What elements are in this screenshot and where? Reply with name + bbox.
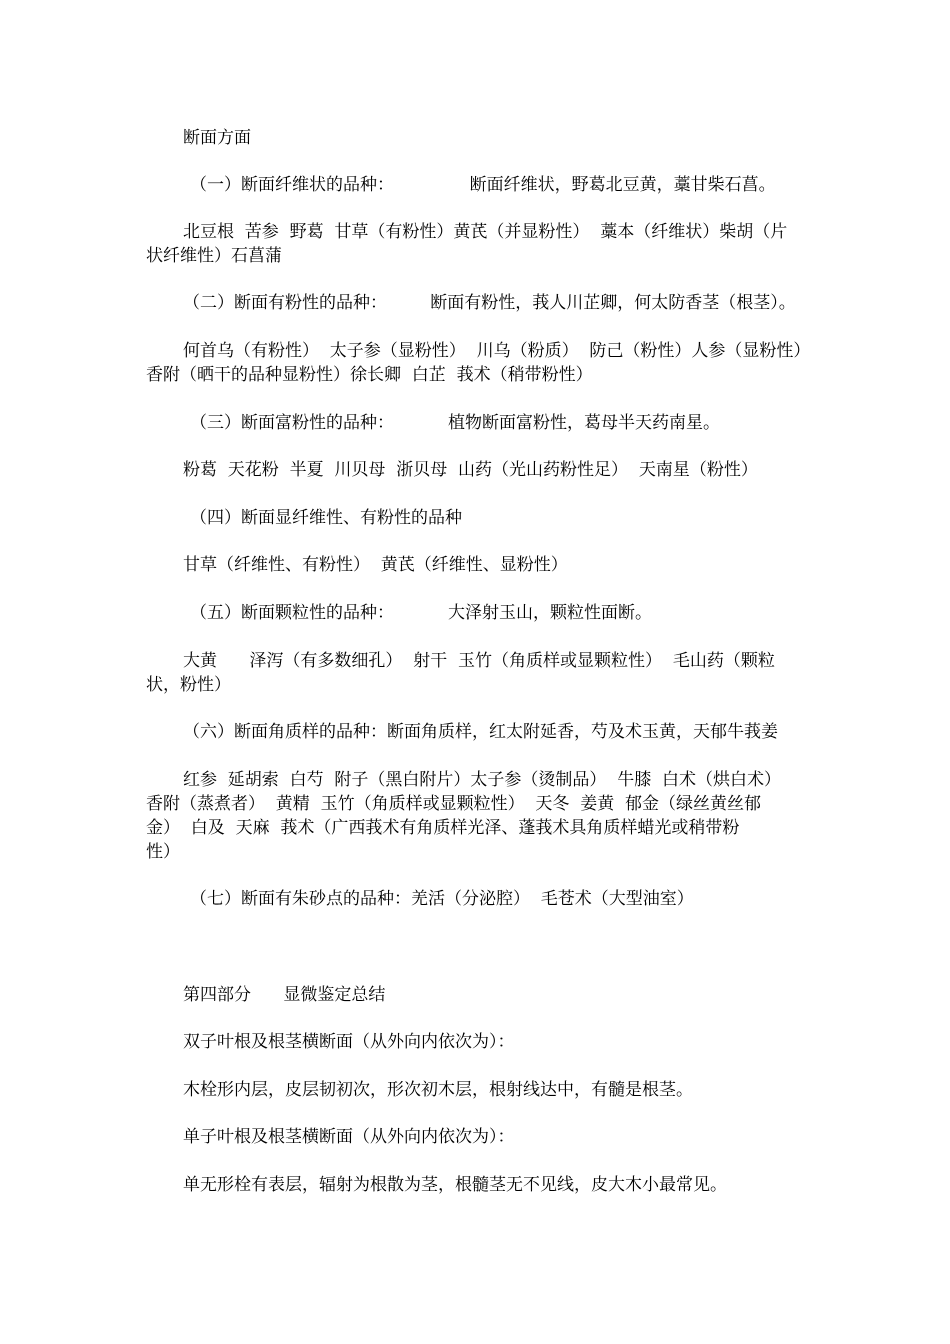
monocot-heading: 单子叶根及根茎横断面（从外向内依次为）： (183, 1127, 515, 1147)
part-four-heading: 第四部分 显微鉴定总结 (183, 985, 386, 1005)
section-heading: 断面方面 (183, 128, 251, 148)
paragraph-6-line-1: 红参 延胡索 白芍 附子（黑白附片）太子参（烫制品） 牛膝 白术（烘白术） (183, 770, 782, 790)
paragraph-6-line-3: 金） 白及 天麻 莪术（广西莪术有角质样光泽、蓬莪术具角质样蜡光或稍带粉 (146, 818, 740, 838)
paragraph-1-line-1: 北豆根 苦参 野葛 甘草（有粉性）黄芪（并显粉性） 藁本（纤维状）柴胡（片 (183, 222, 788, 242)
subheading-7: （七）断面有朱砂点的品种：羌活（分泌腔） 毛苍术（大型油室） (190, 889, 694, 909)
subheading-2: （二）断面有粉性的品种： 断面有粉性，莪人川芷卿，何太防香茎（根茎）。 (183, 293, 796, 313)
paragraph-6-line-2: 香附（蒸煮者） 黄精 玉竹（角质样或显颗粒性） 天冬 姜黄 郁金（绿丝黄丝郁 (146, 794, 762, 814)
dicot-heading: 双子叶根及根茎横断面（从外向内依次为）： (183, 1032, 515, 1052)
paragraph-6-line-4: 性） (146, 842, 180, 862)
paragraph-5-line-2: 状，粉性） (146, 675, 231, 695)
subheading-4: （四）断面显纤维性、有粉性的品种 (190, 508, 462, 528)
subheading-5: （五）断面颗粒性的品种： 大泽射玉山，颗粒性面断。 (190, 603, 653, 623)
dicot-verse: 木栓形内层，皮层韧初次，形次初木层，根射线达中，有髓是根茎。 (183, 1080, 693, 1100)
paragraph-4: 甘草（纤维性、有粉性） 黄芪（纤维性、显粉性） (183, 555, 568, 575)
subheading-1: （一）断面纤维状的品种： 断面纤维状，野葛北豆黄，藁甘柴石菖。 (190, 175, 776, 195)
paragraph-3: 粉葛 天花粉 半夏 川贝母 浙贝母 山药（光山药粉性足） 天南星（粉性） (183, 460, 758, 480)
subheading-6: （六）断面角质样的品种：断面角质样，红太附延香，芍及术玉黄，天郁牛莪姜 (183, 722, 778, 742)
paragraph-2-line-2: 香附（晒干的品种显粉性）徐长卿 白芷 莪术（稍带粉性） (146, 365, 593, 385)
monocot-verse: 单无形栓有表层，辐射为根散为茎，根髓茎无不见线，皮大木小最常见。 (183, 1175, 727, 1195)
subheading-3: （三）断面富粉性的品种： 植物断面富粉性，葛母半天药南星。 (190, 413, 721, 433)
paragraph-2-line-1: 何首乌（有粉性） 太子参（显粉性） 川乌（粉质） 防己（粉性）人参（显粉性） (183, 341, 811, 361)
paragraph-5-line-1: 大黄 泽泻（有多数细孔） 射干 玉竹（角质样或显颗粒性） 毛山药（颗粒 (183, 651, 775, 671)
paragraph-1-line-2: 状纤维性）石菖蒲 (146, 246, 282, 266)
